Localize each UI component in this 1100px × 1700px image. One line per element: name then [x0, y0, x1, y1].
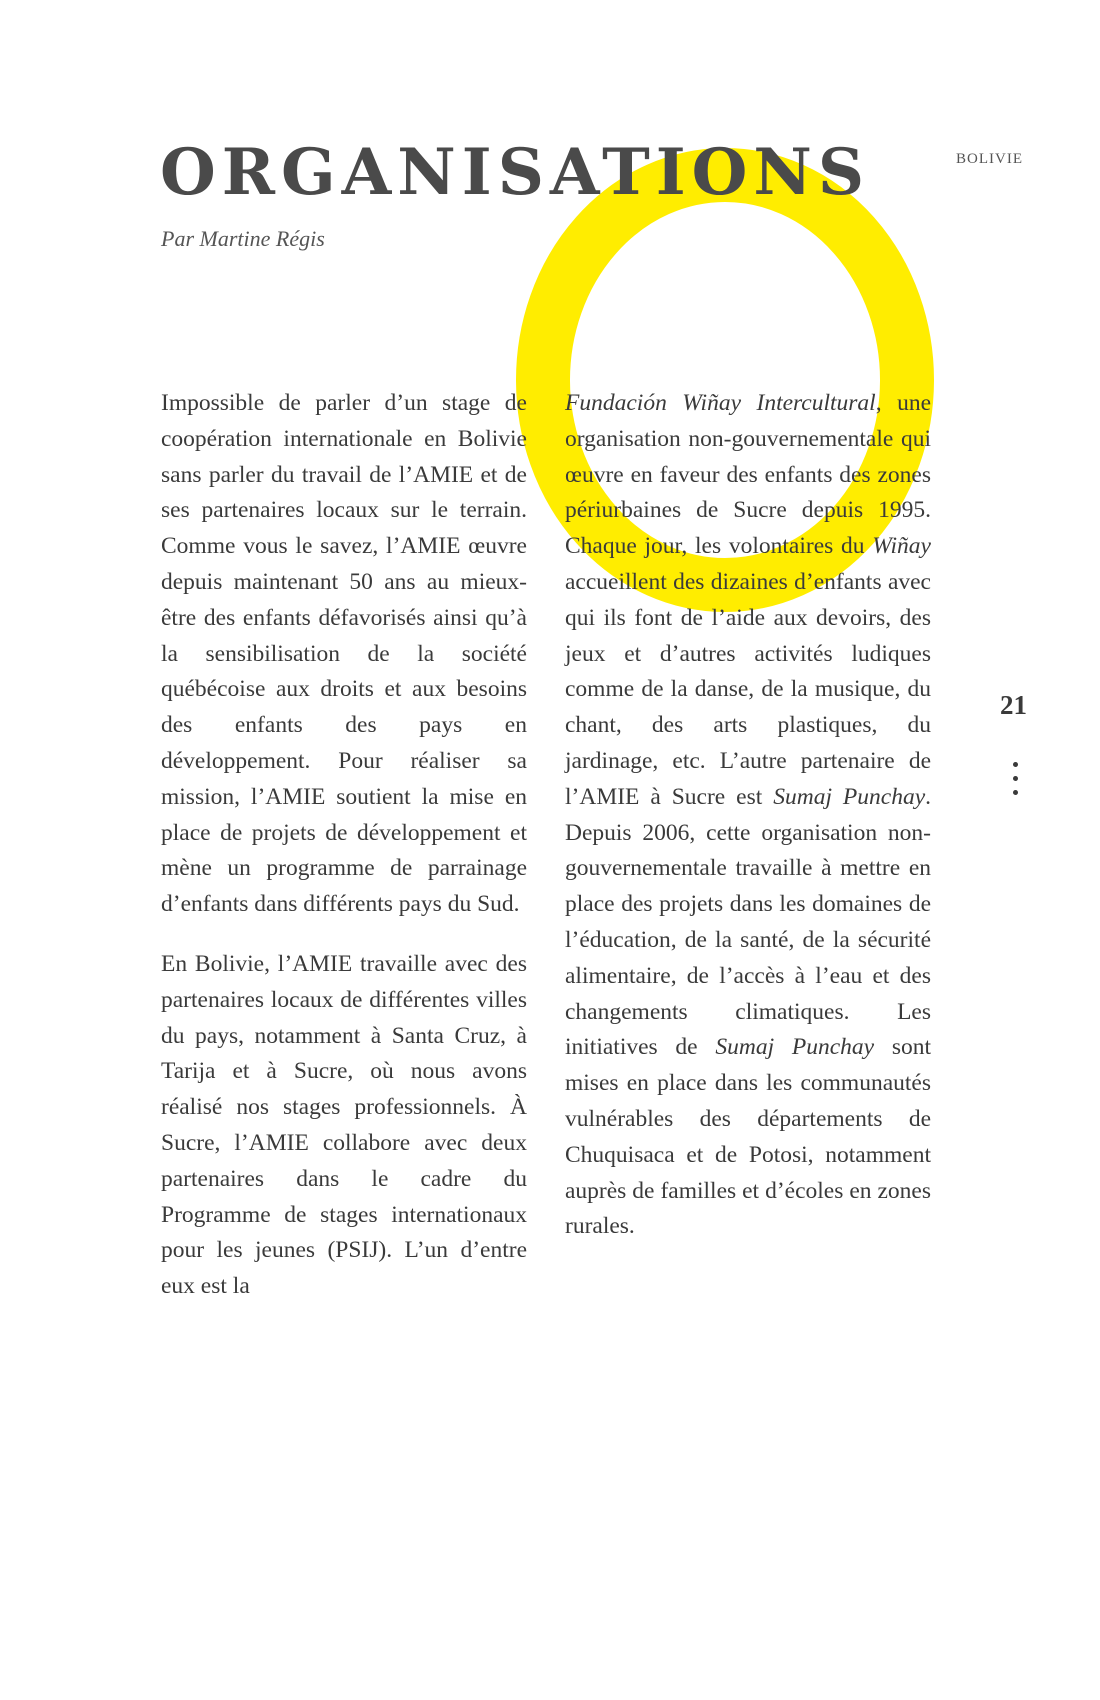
vertical-dots-icon [1013, 762, 1019, 804]
dot [1013, 790, 1018, 795]
org-name: Fundación Wiñay Intercultural [565, 390, 876, 416]
article-column-right [565, 386, 931, 1269]
org-name: Sumaj Punchay [715, 1034, 875, 1061]
article-paragraph: En Bolivie, l’AMIE travaille avec des partenaires locaux de différentes villes du pays, notamment à Santa Cruz, à Tarija et à Sucre, où nous avons réalisé nos stages professionnels. À Sucre, l’AMIE collabore avec deux partenaires dans le cadre du Programme de stages internationaux pour les jeunes (PSIJ). L’un d’entre eux est la [161, 950, 527, 1300]
org-name: Sumaj Punchay [773, 783, 926, 810]
article-column-left [161, 386, 527, 1329]
text-segment: sont mises en place dans les communautés vulnérables des départements de Chuquisaca et de Potosi, notamment auprès de familles et d’écoles en zones rurales. [565, 1034, 931, 1240]
page-title: ORGANISATIONS [160, 135, 871, 210]
section-label: BOLIVIE [956, 151, 1023, 167]
text-segment: . Depuis 2006, cette organisation non-gouvernementale travaille à mettre en place des projets dans les domaines de l’éducation, de la santé, de la sécurité alimentaire, de l’accès à l’eau et des changements climatiques. Les initiatives de [565, 783, 931, 1061]
author-byline: Par Martine Régis [161, 226, 325, 251]
org-name: Wiñay [872, 533, 931, 560]
text-segment: accueillent des dizaines d’enfants avec qui ils font de l’aide aux devoirs, des jeux et d’autres activités ludiques comme de la danse, de la musique, du chant, des arts plastiques, du jardinage, etc. L’autre partenaire de l’AMIE à Sucre est [565, 568, 931, 810]
text-segment: , une organisation non-gouvernementale qui œuvre en faveur des enfants des zones périurbaines de Sucre depuis 1995. Chaque jour, les volontaires du [565, 390, 931, 560]
article-paragraph [565, 386, 931, 1245]
page-number: 21 [1000, 690, 1027, 720]
dot [1013, 776, 1018, 781]
dot [1013, 762, 1018, 767]
article-paragraph: Impossible de parler d’un stage de coopération internationale en Bolivie sans parler du travail de l’AMIE et de ses partenaires locaux sur le terrain. Comme vous le savez, l’AMIE œuvre depuis maintenant 50 ans au mieux-être des enfants défavorisés ainsi qu’à la sensibilisation de la société québécoise aux droits et aux besoins des enfants des pays en développement. Pour réaliser sa mission, l’AMIE soutient la mise en place de projets de développement et mène un programme de parrainage d’enfants dans différents pays du Sud. [161, 390, 527, 918]
